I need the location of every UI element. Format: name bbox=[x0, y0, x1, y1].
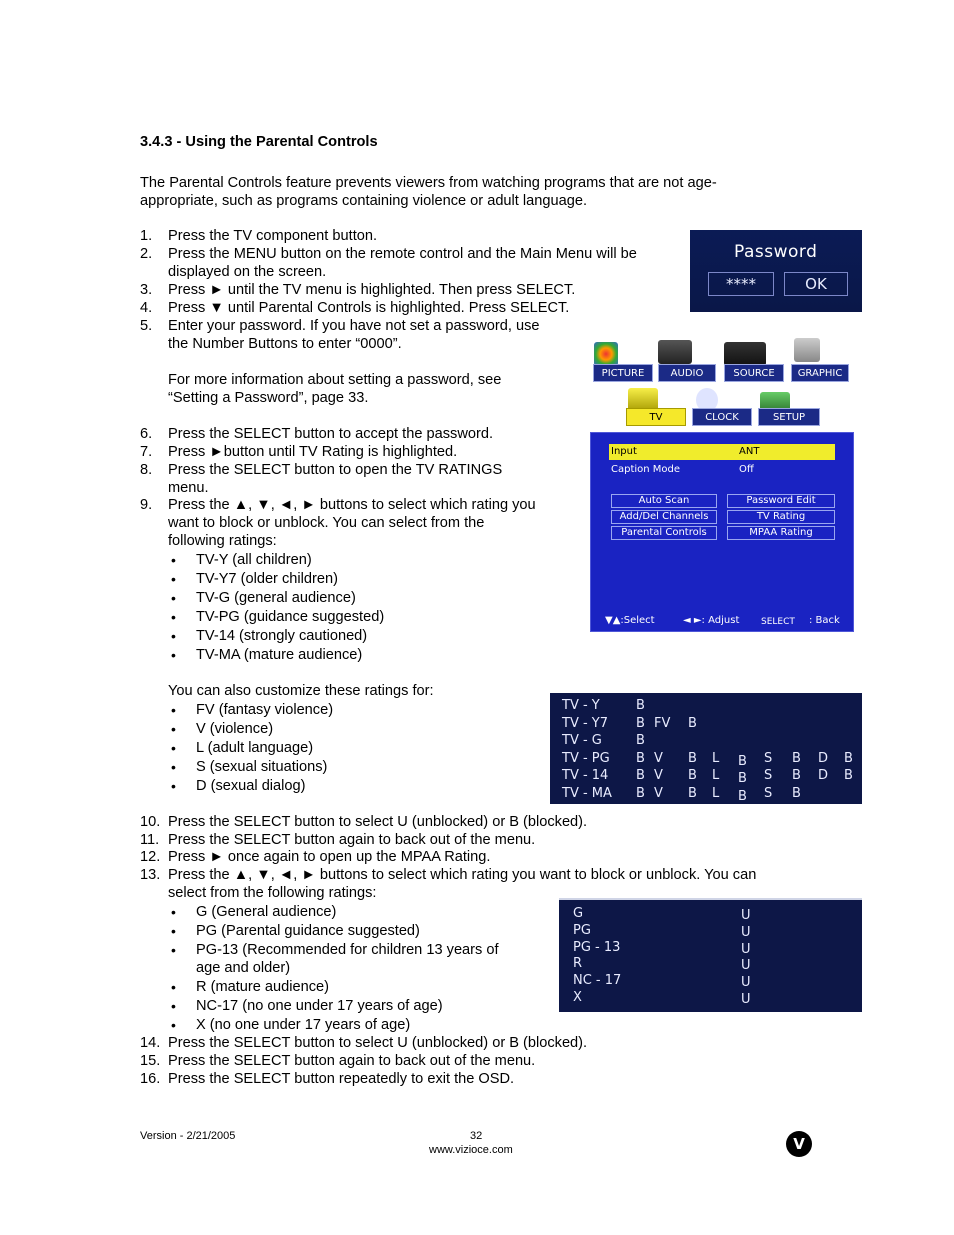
mpaa-row-value[interactable]: U bbox=[741, 908, 751, 923]
hint-select: ▼▲:Select bbox=[605, 615, 655, 626]
step-number: 3. bbox=[140, 282, 153, 298]
rating-cell[interactable]: B bbox=[636, 715, 645, 731]
step-text: Press ▼ until Parental Controls is highlighted. Press SELECT. bbox=[168, 300, 570, 316]
mpaa-rating-osd bbox=[559, 898, 862, 1012]
bullet-item: S (sexual situations) bbox=[196, 759, 328, 775]
customize-intro: You can also customize these ratings for: bbox=[168, 683, 434, 699]
rating-cell[interactable]: B bbox=[792, 750, 801, 766]
auto-scan-button[interactable]: Auto Scan bbox=[611, 494, 717, 508]
bullet-marker: • bbox=[171, 759, 176, 775]
step-text: Press the SELECT button repeatedly to exit the OSD. bbox=[168, 1071, 515, 1087]
tab-clock[interactable]: CLOCK bbox=[692, 408, 752, 426]
bullet-marker: • bbox=[171, 979, 176, 995]
add-del-channels-button[interactable]: Add/Del Channels bbox=[611, 510, 717, 524]
step-text: Press the MENU button on the remote control and the Main Menu will be bbox=[168, 246, 637, 262]
bullet-marker: • bbox=[171, 778, 176, 794]
bullet-item: TV-Y (all children) bbox=[196, 552, 312, 568]
mpaa-row-value[interactable]: U bbox=[741, 941, 751, 957]
caption-mode-value: Off bbox=[739, 464, 754, 475]
step-number: 2. bbox=[140, 246, 153, 262]
hint-adjust: ◄ ►: Adjust bbox=[683, 615, 740, 626]
step-number: 8. bbox=[140, 462, 153, 478]
step-number: 14. bbox=[140, 1035, 161, 1051]
step-text: Press the SELECT button again to back out of the menu. bbox=[168, 832, 536, 848]
password-title: Password bbox=[734, 242, 818, 262]
password-osd bbox=[690, 230, 862, 312]
mpaa-row-label: NC - 17 bbox=[573, 973, 622, 989]
bullet-item: X (no one under 17 years of age) bbox=[196, 1017, 411, 1033]
bullet-marker: • bbox=[171, 702, 176, 718]
rating-cell[interactable]: S bbox=[764, 785, 773, 801]
rating-cell[interactable]: B bbox=[792, 785, 801, 801]
rating-cell[interactable]: S bbox=[764, 768, 773, 783]
mpaa-row-value[interactable]: U bbox=[741, 975, 751, 991]
hint-back: : Back bbox=[809, 615, 840, 626]
intro-line-1: The Parental Controls feature prevents viewers from watching programs that are not age- bbox=[140, 175, 717, 191]
mpaa-row-label: X bbox=[573, 990, 582, 1005]
bullet-marker: • bbox=[171, 1017, 176, 1033]
bullet-item: R (mature audience) bbox=[196, 979, 330, 995]
step-text: the Number Buttons to enter “0000”. bbox=[168, 336, 402, 352]
rating-cell[interactable]: B bbox=[688, 715, 697, 731]
audio-icon bbox=[658, 340, 692, 364]
rating-cell[interactable]: B bbox=[738, 771, 747, 786]
bullet-marker: • bbox=[171, 923, 176, 939]
rating-row-label: TV - MA bbox=[562, 785, 612, 801]
rating-cell[interactable]: D bbox=[818, 768, 829, 783]
bullet-marker: • bbox=[171, 740, 176, 756]
mpaa-row-label: R bbox=[573, 956, 583, 972]
step-text: Enter your password. If you have not set a password, use bbox=[168, 318, 540, 334]
hint-select-button: SELECT bbox=[761, 617, 795, 627]
rating-cell[interactable]: B bbox=[688, 750, 697, 766]
bullet-item: PG-13 (Recommended for children 13 years of bbox=[196, 942, 499, 958]
step-text: Press the SELECT button to open the TV RATINGS bbox=[168, 462, 503, 478]
source-icon bbox=[724, 342, 766, 366]
bullet-marker: • bbox=[171, 721, 176, 737]
step-text: select from the following ratings: bbox=[168, 885, 377, 901]
bullet-marker: • bbox=[171, 998, 176, 1014]
bullet-item: FV (fantasy violence) bbox=[196, 702, 334, 718]
step-text: Press the SELECT button to select U (unblocked) or B (blocked). bbox=[168, 1035, 588, 1051]
bullet-marker: • bbox=[171, 647, 176, 663]
bullet-marker: • bbox=[171, 628, 176, 644]
step-number: 16. bbox=[140, 1071, 161, 1087]
step-number: 15. bbox=[140, 1053, 161, 1069]
tab-setup[interactable]: SETUP bbox=[758, 408, 820, 426]
rating-cell[interactable]: B bbox=[844, 750, 853, 766]
mpaa-row-value[interactable]: U bbox=[741, 924, 751, 940]
mpaa-row-value[interactable]: U bbox=[741, 992, 751, 1007]
caption-mode-label: Caption Mode bbox=[611, 464, 681, 475]
rating-cell[interactable]: S bbox=[764, 750, 773, 766]
bullet-item: TV-MA (mature audience) bbox=[196, 647, 363, 663]
picture-icon bbox=[594, 342, 618, 366]
tv-rating-osd bbox=[550, 693, 862, 804]
mpaa-row-label: PG bbox=[573, 922, 591, 938]
mpaa-row-label: PG - 13 bbox=[573, 939, 621, 955]
parental-controls-button[interactable]: Parental Controls bbox=[611, 526, 717, 540]
step-number: 6. bbox=[140, 426, 153, 442]
bullet-item: V (violence) bbox=[196, 721, 274, 737]
tab-source[interactable]: SOURCE bbox=[724, 364, 784, 382]
tab-picture[interactable]: PICTURE bbox=[593, 364, 653, 382]
tv-menu-osd bbox=[590, 432, 854, 632]
bullet-item: G (General audience) bbox=[196, 904, 337, 920]
tv-rating-button[interactable]: TV Rating bbox=[727, 510, 835, 524]
rating-cell[interactable]: V bbox=[654, 785, 663, 801]
mpaa-row-label: G bbox=[573, 906, 584, 921]
rating-cell[interactable]: B bbox=[738, 753, 747, 769]
section-heading: 3.4.3 - Using the Parental Controls bbox=[140, 134, 378, 150]
vizio-logo: V bbox=[786, 1131, 812, 1157]
input-value: ANT bbox=[739, 446, 760, 457]
bullet-marker: • bbox=[171, 552, 176, 568]
footer-page-number: 32 bbox=[470, 1130, 483, 1142]
bullet-item: PG (Parental guidance suggested) bbox=[196, 923, 420, 939]
intro-line-2: appropriate, such as programs containing violence or adult language. bbox=[140, 193, 588, 209]
step-text: displayed on the screen. bbox=[168, 264, 327, 280]
step-text: For more information about setting a password, see bbox=[168, 372, 502, 388]
step-number: 1. bbox=[140, 228, 153, 244]
step-number: 10. bbox=[140, 814, 161, 830]
rating-row-label: TV - Y bbox=[562, 698, 600, 713]
bullet-item: D (sexual dialog) bbox=[196, 778, 306, 794]
step-text: “Setting a Password”, page 33. bbox=[168, 390, 369, 406]
step-text: Press the TV component button. bbox=[168, 228, 378, 244]
bullet-item: L (adult language) bbox=[196, 740, 314, 756]
rating-cell[interactable]: V bbox=[654, 768, 663, 783]
step-number: 9. bbox=[140, 497, 153, 513]
footer-version: Version - 2/21/2005 bbox=[140, 1130, 236, 1142]
input-row-highlight[interactable] bbox=[609, 444, 835, 460]
tab-tv[interactable]: TV bbox=[626, 408, 686, 426]
step-number: 11. bbox=[140, 832, 160, 848]
bullet-item: NC-17 (no one under 17 years of age) bbox=[196, 998, 443, 1014]
step-number: 4. bbox=[140, 300, 153, 316]
bullet-item: TV-G (general audience) bbox=[196, 590, 356, 606]
rating-cell[interactable]: B bbox=[636, 750, 645, 766]
rating-cell[interactable]: FV bbox=[654, 715, 671, 731]
rating-row-label: TV - 14 bbox=[562, 768, 609, 783]
bullet-item: age and older) bbox=[196, 960, 291, 976]
step-number: 13. bbox=[140, 867, 161, 883]
bullet-marker: • bbox=[171, 571, 176, 587]
ok-button[interactable]: OK bbox=[784, 272, 848, 296]
rating-cell[interactable]: V bbox=[654, 750, 663, 766]
footer-url: www.vizioce.com bbox=[429, 1144, 513, 1156]
bullet-marker: • bbox=[171, 590, 176, 606]
bullet-marker: • bbox=[171, 609, 176, 625]
password-field[interactable]: **** bbox=[708, 272, 774, 296]
step-text: following ratings: bbox=[168, 533, 277, 549]
step-number: 12. bbox=[140, 849, 161, 865]
mpaa-rating-button[interactable]: MPAA Rating bbox=[727, 526, 835, 540]
bullet-marker: • bbox=[171, 904, 176, 920]
step-text: Press the SELECT button to accept the password. bbox=[168, 426, 494, 442]
graphic-icon bbox=[794, 338, 820, 362]
rating-cell[interactable]: B bbox=[844, 768, 853, 783]
tab-graphic[interactable]: GRAPHIC bbox=[791, 364, 849, 382]
step-text: menu. bbox=[168, 480, 209, 496]
input-label: Input bbox=[611, 446, 637, 457]
main-menu-tabs bbox=[590, 336, 850, 428]
rating-cell[interactable]: L bbox=[712, 750, 720, 766]
rating-cell[interactable]: B bbox=[738, 788, 747, 804]
rating-cell[interactable]: B bbox=[792, 768, 801, 783]
rating-cell[interactable]: L bbox=[712, 768, 720, 783]
mpaa-row-value[interactable]: U bbox=[741, 958, 751, 974]
rating-cell[interactable]: B bbox=[636, 785, 645, 801]
rating-row-label: TV - Y7 bbox=[562, 715, 609, 731]
step-text: Press the SELECT button to select U (unblocked) or B (blocked). bbox=[168, 814, 588, 830]
rating-row-label: TV - G bbox=[562, 733, 602, 748]
rating-cell[interactable]: B bbox=[636, 698, 645, 713]
bullet-marker: • bbox=[171, 942, 176, 958]
bullet-item: TV-PG (guidance suggested) bbox=[196, 609, 385, 625]
password-edit-button[interactable]: Password Edit bbox=[727, 494, 835, 508]
bullet-item: TV-Y7 (older children) bbox=[196, 571, 338, 587]
rating-cell[interactable]: B bbox=[636, 733, 645, 748]
rating-row-label: TV - PG bbox=[562, 750, 610, 766]
rating-cell[interactable]: L bbox=[712, 785, 720, 801]
rating-cell[interactable]: D bbox=[818, 750, 829, 766]
step-text: Press ►button until TV Rating is highlighted. bbox=[168, 444, 458, 460]
step-text: Press ► once again to open up the MPAA Rating. bbox=[168, 849, 491, 865]
bullet-item: TV-14 (strongly cautioned) bbox=[196, 628, 368, 644]
step-text: Press ► until the TV menu is highlighted. Then press SELECT. bbox=[168, 282, 576, 298]
step-text: Press the ▲, ▼, ◄, ► buttons to select which rating you bbox=[168, 497, 536, 513]
rating-cell[interactable]: B bbox=[688, 768, 697, 783]
step-text: want to block or unblock. You can select from the bbox=[168, 515, 485, 531]
tab-audio[interactable]: AUDIO bbox=[658, 364, 716, 382]
step-number: 5. bbox=[140, 318, 153, 334]
rating-cell[interactable]: B bbox=[688, 785, 697, 801]
rating-cell[interactable]: B bbox=[636, 768, 645, 783]
step-text: Press the ▲, ▼, ◄, ► buttons to select which rating you want to block or unblock. You can bbox=[168, 867, 757, 883]
step-number: 7. bbox=[140, 444, 153, 460]
step-text: Press the SELECT button again to back out of the menu. bbox=[168, 1053, 536, 1069]
